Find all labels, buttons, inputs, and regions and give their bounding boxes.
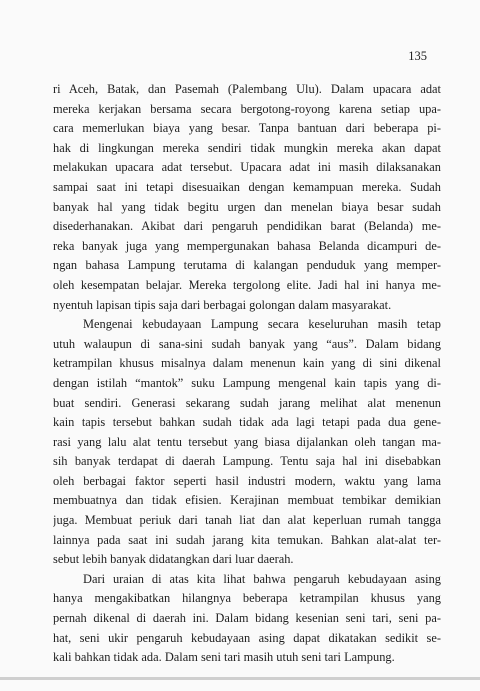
text-line: disederhanakan. Akibat dari pengaruh pendidikan barat (Belanda) me- xyxy=(53,219,441,234)
text-line: sebut lebih banyak didatangkan dari luar daerah. xyxy=(53,552,294,567)
paragraph xyxy=(53,315,441,570)
text-line: rasi yang lalu alat tentu tersebut yang biasa dijalankan oleh tangan ma- xyxy=(53,434,441,449)
text-line: sampai saat ini tetapi disesuaikan dengan kemampuan mereka. Sudah xyxy=(53,179,441,194)
text-line: hat, seni ukir pengaruh kebudayaan asing dapat dikatakan sedikit se- xyxy=(53,630,441,645)
text-line: oleh berbagai faktor seperti hasil industri modern, waktu yang lama xyxy=(53,473,441,488)
text-line: kain tapis tersebut bahkan sudah tidak ada lagi tetapi pada dua gene- xyxy=(53,415,441,430)
text-line: ngan bahasa Lampung terutama di kalangan penduduk yang memper- xyxy=(53,258,441,273)
text-line: reka banyak juga yang mempergunakan bahasa Belanda dicampuri de- xyxy=(53,238,441,253)
text-line: Mengenai kebudayaan Lampung secara keseluruhan masih tetap xyxy=(83,317,441,332)
text-line: utuh walaupun di sana-sini sudah banyak yang “aus”. Dalam bidang xyxy=(53,336,441,351)
page-bottom-edge xyxy=(0,677,480,680)
text-line: pernah dikenal di daerah ini. Dalam bidang kesenian seni tari, seni pa- xyxy=(53,611,441,626)
text-line: kali bahkan tidak ada. Dalam seni tari masih utuh seni tari Lampung. xyxy=(53,650,395,665)
text-line: ri Aceh, Batak, dan Pasemah (Palembang Ulu). Dalam upacara adat xyxy=(53,82,441,96)
paragraph xyxy=(53,570,441,668)
page-number: 135 xyxy=(408,49,427,63)
text-line: lainnya pada saat ini sudah jarang kita temukan. Bahkan alat-alat ter- xyxy=(53,532,441,547)
text-line: nyentuh lapisan tipis saja dari berbagai golongan dalam masyarakat. xyxy=(53,297,392,312)
text-line: sih banyak terdapat di daerah Lampung. Tentu saja hal ini disebabkan xyxy=(53,454,441,469)
body-text xyxy=(53,80,441,668)
text-line: buat sendiri. Generasi sekarang sudah jarang melihat alat menenun xyxy=(53,395,441,410)
paragraph xyxy=(53,80,441,315)
text-line: ketrampilan khusus misalnya dalam menenun kain yang di sini dikenal xyxy=(53,356,441,371)
text-line: cara memerlukan biaya yang besar. Tanpa bantuan dari beberapa pi- xyxy=(53,121,441,136)
text-line: hanya mengakibatkan hilangnya beberapa ketrampilan khusus yang xyxy=(53,591,441,606)
text-line: juga. Membuat periuk dari tanah liat dan alat keperluan rumah tangga xyxy=(53,513,441,528)
text-line: oleh kesempatan belajar. Mereka tergolong elite. Jadi hal ini hanya me- xyxy=(53,277,441,292)
text-line: dengan istilah “mantok” suku Lampung mengenal kain tapis yang di- xyxy=(53,375,441,390)
text-line: mereka kerjakan bersama secara bergotong-royong karena setiap upa- xyxy=(53,101,441,116)
text-line: Dari uraian di atas kita lihat bahwa pengaruh kebudayaan asing xyxy=(83,571,441,586)
text-line: melakukan upacara adat tersebut. Upacara adat ini masih dilaksanakan xyxy=(53,160,441,175)
text-line: membuatnya dan tidak efisien. Kerajinan membuat tembikar demikian xyxy=(53,493,441,508)
text-line: banyak hal yang tidak begitu urgen dan menelan biaya besar sudah xyxy=(53,199,441,214)
text-line: hak di lingkungan mereka sendiri tidak mungkin mereka akan dapat xyxy=(53,140,441,155)
